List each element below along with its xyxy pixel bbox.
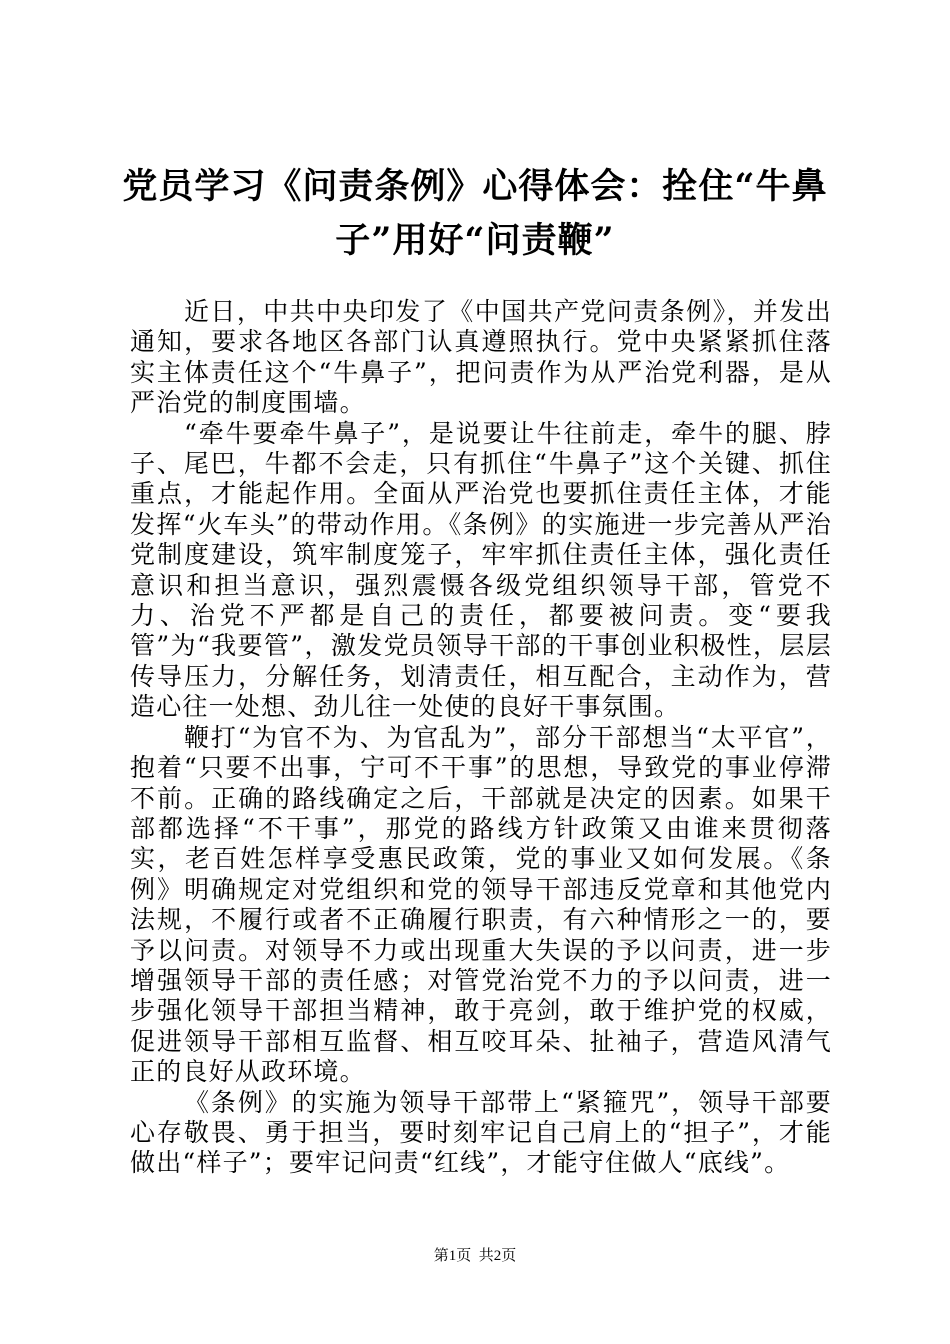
document-title: 党员学习《问责条例》心得体会：拴住“牛鼻子”用好“问责鞭” <box>122 166 828 261</box>
document-body <box>130 297 832 1179</box>
paragraph: 鞭打“为官不为、为官乱为”，部分干部想当“太平官”，抱着“只要不出事，宁可不干事”的思想，导致党的事业停滞不前。正确的路线确定之后，干部就是决定的因素。如果干部都选择“不干事”，那党的路线方针政策又由谁来贯彻落实，老百姓怎样享受惠民政策，党的事业又如何发展。《条例》明确规定对党组织和党的领导干部违反党章和其他党内法规，不履行或者不正确履行职责，有六种情形之一的，要予以问责。对领导不力或出现重大失误的予以问责，进一步增强领导干部的责任感；对管党治党不力的予以问责，进一步强化领导干部担当精神，敢于亮剑，敢于维护党的权威，促进领导干部相互监督、相互咬耳朵、扯袖子，营造风清气正的良好从政环境。 <box>130 722 832 1087</box>
page-number-indicator: 第1页 共2页 <box>433 1248 517 1264</box>
paragraph: 近日，中共中央印发了《中国共产党问责条例》，并发出通知，要求各地区各部门认真遵照执行。党中央紧紧抓住落实主体责任这个“牛鼻子”，把问责作为从严治党利器，是从严治党的制度围墙。 <box>130 297 832 418</box>
page-footer <box>0 1246 950 1266</box>
paragraph: 《条例》的实施为领导干部带上“紧箍咒”，领导干部要心存敬畏、勇于担当，要时刻牢记自己肩上的“担子”，才能做出“样子”；要牢记问责“红线”，才能守住做人“底线”。 <box>130 1087 832 1178</box>
paragraph: “牵牛要牵牛鼻子”，是说要让牛往前走，牵牛的腿、脖子、尾巴，牛都不会走，只有抓住“牛鼻子”这个关键、抓住重点，才能起作用。全面从严治党也要抓住责任主体，才能发挥“火车头”的带动作用。《条例》的实施进一步完善从严治党制度建设，筑牢制度笼子，牢牢抓住责任主体，强化责任意识和担当意识，强烈震慑各级党组织领导干部，管党不力、治党不严都是自己的责任，都要被问责。变“要我管”为“我要管”，激发党员领导干部的干事创业积极性，层层传导压力，分解任务，划清责任，相互配合，主动作为，营造心往一处想、劲儿往一处使的良好干事氛围。 <box>130 418 832 722</box>
